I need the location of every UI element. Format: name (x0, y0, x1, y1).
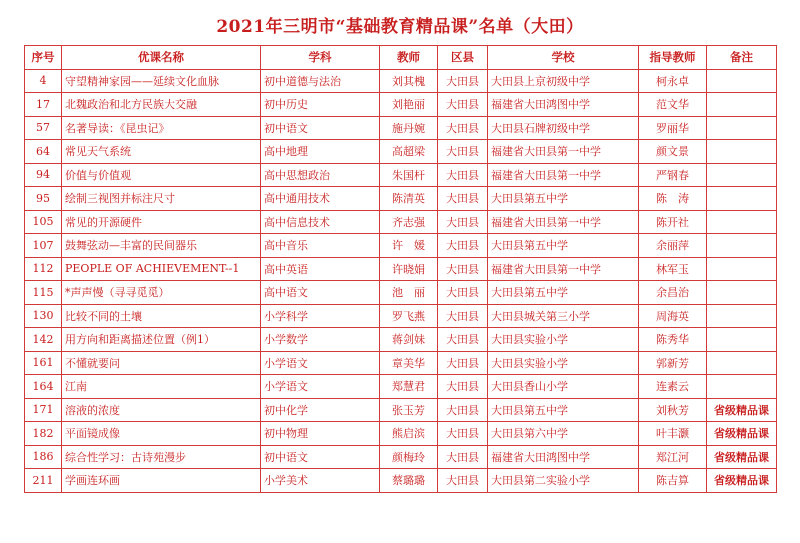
table-row (25, 116, 777, 140)
cell-remark (707, 281, 777, 305)
table-row (25, 257, 777, 281)
cell-advisor: 罗丽华 (639, 116, 707, 140)
cell-school: 大田县石牌初级中学 (488, 116, 639, 140)
course-list-table (24, 45, 777, 493)
cell-district: 大田县 (438, 69, 488, 93)
cell-course-name: 比较不同的土壤 (62, 304, 261, 328)
cell-school: 大田县城关第三小学 (488, 304, 639, 328)
cell-index: 112 (25, 257, 62, 281)
cell-teacher: 朱国杆 (380, 163, 438, 187)
cell-index: 105 (25, 210, 62, 234)
cell-subject: 高中信息技术 (261, 210, 380, 234)
header-teacher: 教师 (380, 46, 438, 70)
cell-index: 142 (25, 328, 62, 352)
cell-course-name: 溶液的浓度 (62, 398, 261, 422)
cell-district: 大田县 (438, 398, 488, 422)
cell-course-name: 价值与价值观 (62, 163, 261, 187)
cell-teacher: 刘艳丽 (380, 93, 438, 117)
cell-school: 福建省大田县第一中学 (488, 140, 639, 164)
cell-district: 大田县 (438, 375, 488, 399)
cell-teacher: 颜梅玲 (380, 445, 438, 469)
cell-advisor: 范文华 (639, 93, 707, 117)
cell-advisor: 周海英 (639, 304, 707, 328)
cell-district: 大田县 (438, 281, 488, 305)
cell-district: 大田县 (438, 328, 488, 352)
cell-index: 130 (25, 304, 62, 328)
cell-subject: 高中思想政治 (261, 163, 380, 187)
cell-index: 182 (25, 422, 62, 446)
table-row (25, 469, 777, 493)
table-row (25, 234, 777, 258)
cell-index: 17 (25, 93, 62, 117)
cell-remark (707, 93, 777, 117)
cell-subject: 高中英语 (261, 257, 380, 281)
cell-remark (707, 163, 777, 187)
header-index: 序号 (25, 46, 62, 70)
page-title: 2021年三明市“基础教育精品课”名单（大田） (216, 17, 584, 37)
cell-subject: 高中通用技术 (261, 187, 380, 211)
cell-district: 大田县 (438, 116, 488, 140)
header-advisor: 指导教师 (639, 46, 707, 70)
header-remark: 备注 (707, 46, 777, 70)
cell-index: 186 (25, 445, 62, 469)
cell-advisor: 柯永卓 (639, 69, 707, 93)
cell-advisor: 陈 涛 (639, 187, 707, 211)
cell-remark (707, 304, 777, 328)
cell-school: 大田县香山小学 (488, 375, 639, 399)
header-subject: 学科 (261, 46, 380, 70)
cell-remark (707, 375, 777, 399)
cell-index: 171 (25, 398, 62, 422)
cell-district: 大田县 (438, 234, 488, 258)
cell-course-name: 守望精神家园——延续文化血脉 (62, 69, 261, 93)
table-row (25, 398, 777, 422)
cell-subject: 初中语文 (261, 116, 380, 140)
cell-district: 大田县 (438, 93, 488, 117)
cell-course-name: 平面镜成像 (62, 422, 261, 446)
cell-district: 大田县 (438, 469, 488, 493)
table-row (25, 304, 777, 328)
cell-course-name: *声声慢（寻寻觅觅） (62, 281, 261, 305)
cell-district: 大田县 (438, 163, 488, 187)
cell-index: 161 (25, 351, 62, 375)
cell-subject: 初中物理 (261, 422, 380, 446)
cell-remark: 省级精品课 (707, 422, 777, 446)
cell-remark (707, 234, 777, 258)
cell-index: 57 (25, 116, 62, 140)
cell-remark (707, 210, 777, 234)
cell-index: 107 (25, 234, 62, 258)
cell-district: 大田县 (438, 257, 488, 281)
cell-course-name: 常见的开源硬件 (62, 210, 261, 234)
cell-subject: 小学数学 (261, 328, 380, 352)
cell-teacher: 罗飞燕 (380, 304, 438, 328)
cell-teacher: 许晓娟 (380, 257, 438, 281)
cell-course-name: 江南 (62, 375, 261, 399)
cell-teacher: 刘其槐 (380, 69, 438, 93)
table-row (25, 140, 777, 164)
cell-district: 大田县 (438, 422, 488, 446)
cell-subject: 初中道德与法治 (261, 69, 380, 93)
cell-advisor: 颜文景 (639, 140, 707, 164)
cell-course-name: 用方向和距离描述位置（例1） (62, 328, 261, 352)
cell-subject: 初中化学 (261, 398, 380, 422)
cell-district: 大田县 (438, 187, 488, 211)
cell-subject: 高中音乐 (261, 234, 380, 258)
cell-school: 福建省大田鸿图中学 (488, 445, 639, 469)
cell-teacher: 高超梁 (380, 140, 438, 164)
cell-course-name: 北魏政治和北方民族大交融 (62, 93, 261, 117)
cell-advisor: 连素云 (639, 375, 707, 399)
cell-teacher: 熊启滨 (380, 422, 438, 446)
cell-index: 64 (25, 140, 62, 164)
cell-advisor: 陈吉算 (639, 469, 707, 493)
cell-remark (707, 140, 777, 164)
cell-school: 大田县实验小学 (488, 351, 639, 375)
cell-subject: 初中语文 (261, 445, 380, 469)
cell-school: 福建省大田县第一中学 (488, 210, 639, 234)
cell-advisor: 林军玉 (639, 257, 707, 281)
cell-school: 大田县第二实验小学 (488, 469, 639, 493)
cell-course-name: 常见天气系统 (62, 140, 261, 164)
cell-teacher: 蒋剑妹 (380, 328, 438, 352)
cell-school: 大田县上京初级中学 (488, 69, 639, 93)
cell-school: 福建省大田县第一中学 (488, 257, 639, 281)
cell-advisor: 严钢春 (639, 163, 707, 187)
cell-subject: 小学美术 (261, 469, 380, 493)
cell-remark (707, 187, 777, 211)
cell-index: 4 (25, 69, 62, 93)
header-district: 区县 (438, 46, 488, 70)
cell-remark (707, 69, 777, 93)
cell-remark: 省级精品课 (707, 398, 777, 422)
cell-advisor: 陈开社 (639, 210, 707, 234)
cell-index: 94 (25, 163, 62, 187)
cell-advisor: 叶丰灏 (639, 422, 707, 446)
cell-school: 福建省大田县第一中学 (488, 163, 639, 187)
cell-index: 95 (25, 187, 62, 211)
table-header-row (25, 46, 777, 70)
table-row (25, 93, 777, 117)
cell-course-name: 学画连环画 (62, 469, 261, 493)
cell-advisor: 余昌治 (639, 281, 707, 305)
cell-course-name: 综合性学习：古诗苑漫步 (62, 445, 261, 469)
cell-school: 大田县第五中学 (488, 187, 639, 211)
cell-school: 福建省大田鸿图中学 (488, 93, 639, 117)
cell-school: 大田县第五中学 (488, 234, 639, 258)
cell-course-name: 名著导读：《昆虫记》 (62, 116, 261, 140)
table-row (25, 163, 777, 187)
cell-school: 大田县第六中学 (488, 422, 639, 446)
cell-teacher: 施丹婉 (380, 116, 438, 140)
table-row (25, 281, 777, 305)
cell-index: 115 (25, 281, 62, 305)
cell-teacher: 陈清英 (380, 187, 438, 211)
cell-school: 大田县第五中学 (488, 281, 639, 305)
cell-teacher: 齐志强 (380, 210, 438, 234)
table-row (25, 422, 777, 446)
cell-district: 大田县 (438, 351, 488, 375)
table-row (25, 69, 777, 93)
cell-teacher: 章美华 (380, 351, 438, 375)
cell-advisor: 刘秋芳 (639, 398, 707, 422)
table-row (25, 328, 777, 352)
cell-course-name: 绘制三视图并标注尺寸 (62, 187, 261, 211)
cell-remark (707, 116, 777, 140)
cell-teacher: 许 媛 (380, 234, 438, 258)
cell-district: 大田县 (438, 445, 488, 469)
cell-teacher: 张玉芳 (380, 398, 438, 422)
table-row (25, 445, 777, 469)
table-row (25, 210, 777, 234)
cell-district: 大田县 (438, 140, 488, 164)
cell-teacher: 池 丽 (380, 281, 438, 305)
cell-index: 211 (25, 469, 62, 493)
cell-subject: 初中历史 (261, 93, 380, 117)
header-course-name: 优课名称 (62, 46, 261, 70)
cell-remark: 省级精品课 (707, 469, 777, 493)
cell-teacher: 郑慧君 (380, 375, 438, 399)
cell-course-name: PEOPLE OF ACHIEVEMENT--1 (62, 257, 261, 281)
cell-advisor: 余丽萍 (639, 234, 707, 258)
cell-subject: 小学语文 (261, 375, 380, 399)
cell-teacher: 蔡璐璐 (380, 469, 438, 493)
cell-remark (707, 257, 777, 281)
table-row (25, 375, 777, 399)
cell-subject: 高中语文 (261, 281, 380, 305)
table-row (25, 187, 777, 211)
cell-advisor: 陈秀华 (639, 328, 707, 352)
cell-course-name: 鼓舞弦动—丰富的民间器乐 (62, 234, 261, 258)
cell-course-name: 不懂就要问 (62, 351, 261, 375)
cell-district: 大田县 (438, 210, 488, 234)
header-school: 学校 (488, 46, 639, 70)
cell-school: 大田县实验小学 (488, 328, 639, 352)
cell-subject: 小学科学 (261, 304, 380, 328)
table-row (25, 351, 777, 375)
cell-subject: 高中地理 (261, 140, 380, 164)
cell-district: 大田县 (438, 304, 488, 328)
cell-remark (707, 328, 777, 352)
cell-subject: 小学语文 (261, 351, 380, 375)
cell-remark (707, 351, 777, 375)
cell-advisor: 郑江河 (639, 445, 707, 469)
cell-school: 大田县第五中学 (488, 398, 639, 422)
cell-advisor: 郭新芳 (639, 351, 707, 375)
cell-remark: 省级精品课 (707, 445, 777, 469)
cell-index: 164 (25, 375, 62, 399)
